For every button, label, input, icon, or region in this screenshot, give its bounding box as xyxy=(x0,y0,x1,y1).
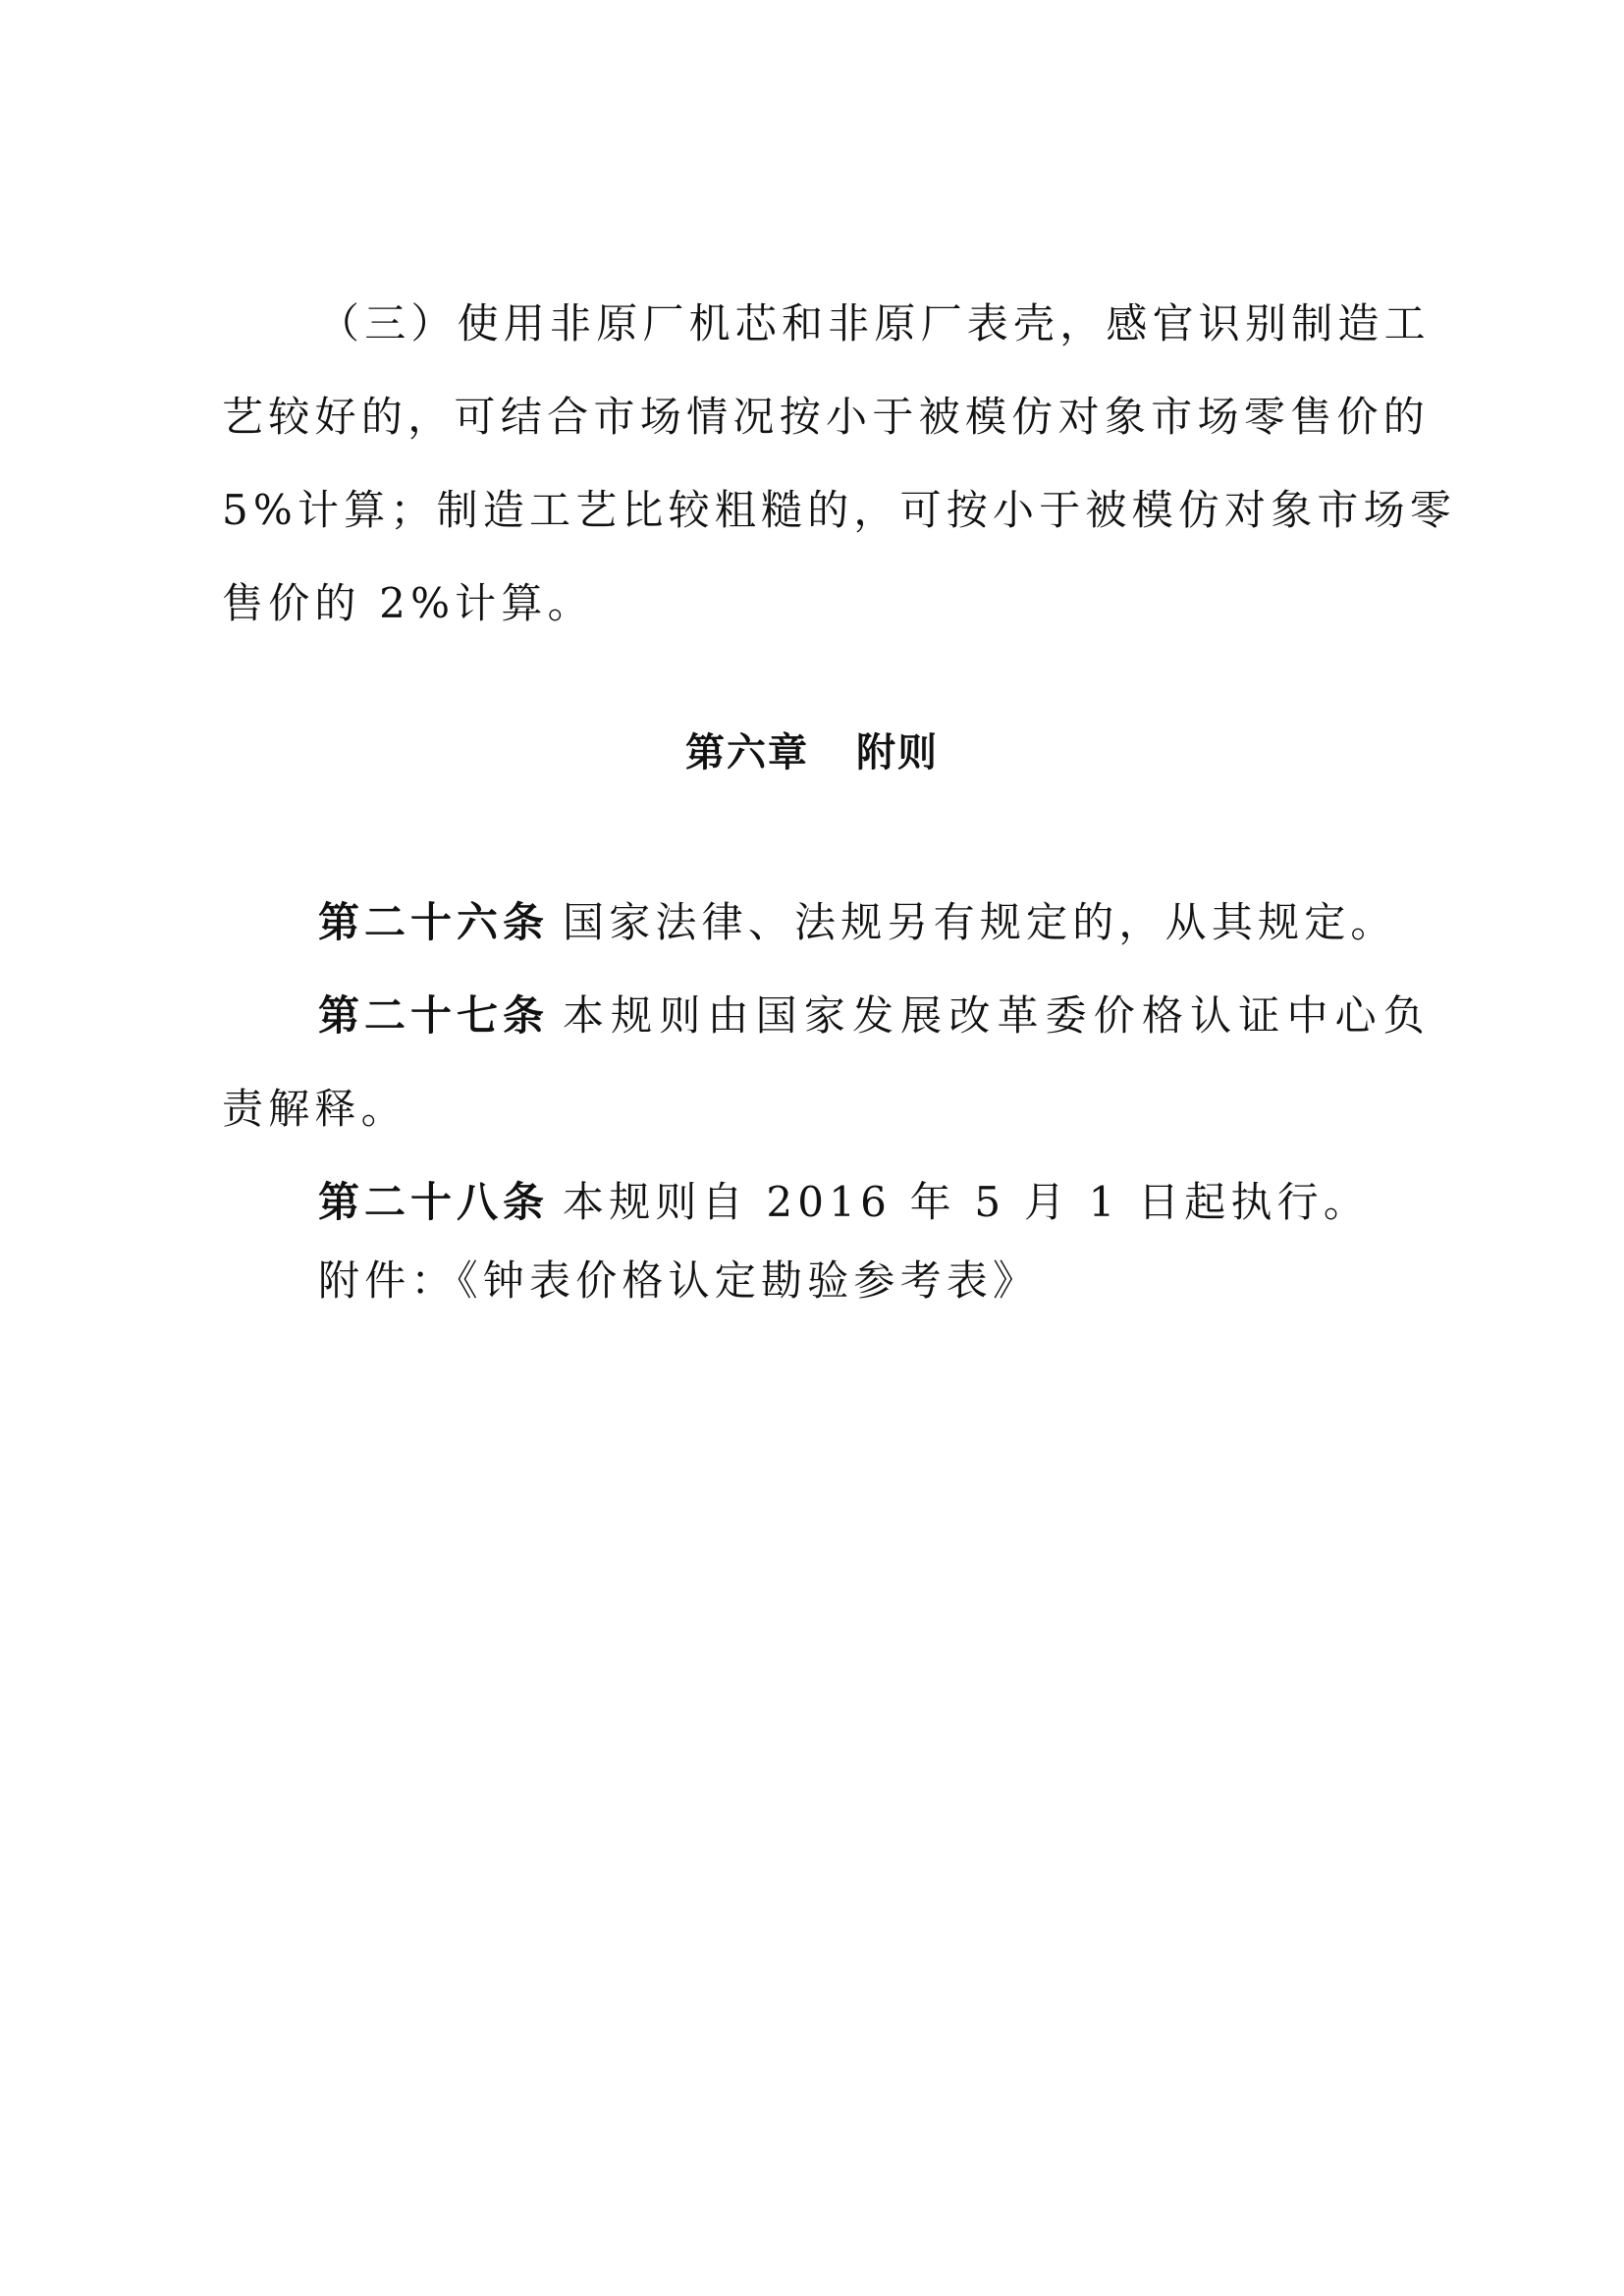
attachment-note: 附件：《钟表价格认定勘验参考表》 xyxy=(318,1256,1040,1305)
paragraph-3-line-4: 售价的 2%计算。 xyxy=(222,579,594,627)
chapter-title: 附则 xyxy=(856,730,939,775)
paragraph-3-line-3: 5%计算；制造工艺比较粗糙的，可按小于被模仿对象市场零 xyxy=(222,486,1457,534)
article-26-label: 第二十六条 xyxy=(318,898,550,946)
article-28-label: 第二十八条 xyxy=(318,1178,550,1226)
article-27-label: 第二十七条 xyxy=(318,991,550,1040)
chapter-number: 第六章 xyxy=(685,730,809,775)
chapter-heading xyxy=(0,723,1624,782)
article-28-text: 本规则自 2016 年 5 月 1 日起执行。 xyxy=(563,1178,1371,1226)
article-27-text-line-2: 责解释。 xyxy=(222,1085,407,1133)
article-27-text-line-1: 本规则由国家发展改革委价格认证中心负 xyxy=(563,991,1430,1040)
paragraph-3-line-1: （三）使用非原厂机芯和非原厂表壳，感官识别制造工 xyxy=(318,299,1431,347)
article-27 xyxy=(318,987,1430,1045)
article-26-text: 国家法律、法规另有规定的，从其规定。 xyxy=(563,898,1397,946)
paragraph-3-line-2: 艺较好的，可结合市场情况按小于被模仿对象市场零售价的 xyxy=(222,393,1430,441)
article-26 xyxy=(318,893,1526,952)
article-28 xyxy=(318,1173,1526,1232)
